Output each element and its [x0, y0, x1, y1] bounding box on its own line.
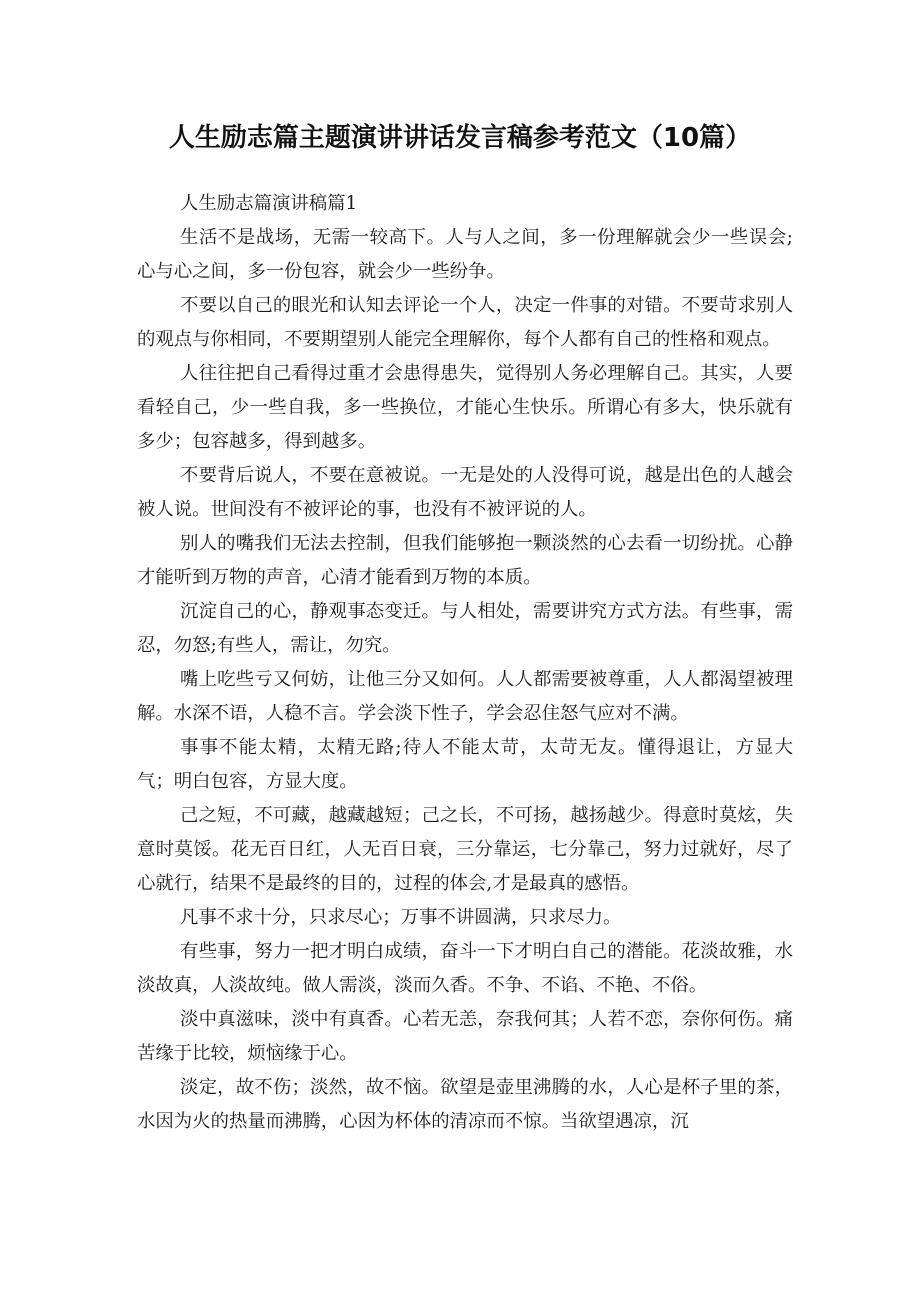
- paragraph-5: 别人的嘴我们无法去控制，但我们能够抱一颗淡然的心去看一切纷扰。心静才能听到万物的声音，心清才能看到万物的本质。: [137, 533, 793, 588]
- document-body: [137, 187, 793, 1139]
- paragraph-12: 淡中真滋味，淡中有真香。心若无恙，奈我何其；人若不恋，奈你何伤。痛苦缘于比较，烦恼缘于心。: [137, 1009, 793, 1064]
- paragraph-9: 己之短，不可藏，越藏越短；己之长，不可扬，越扬越少。得意时莫炫，失意时莫馁。花无百日红，人无百日衰，三分靠运，七分靠己，努力过就好，尽了心就行，结果不是最终的目的，过程的体会,才是最真的感悟。: [137, 805, 793, 894]
- paragraph-11: 有些事，努力一把才明白成绩，奋斗一下才明白自己的潜能。花淡故雅，水淡故真，人淡故纯。做人需淡，淡而久香。不争、不谄、不艳、不俗。: [137, 941, 793, 996]
- paragraph-1: 生活不是战场，无需一较高下。人与人之间，多一份理解就会少一些误会;心与心之间，多一份包容，就会少一些纷争。: [137, 227, 793, 282]
- paragraph-13: 淡定，故不伤；淡然，故不恼。欲望是壶里沸腾的水，人心是杯子里的茶，水因为火的热量而沸腾，心因为杯体的清凉而不惊。当欲望遇凉，沉: [137, 1077, 793, 1132]
- document-title: 人生励志篇主题演讲讲话发言稿参考范文（10篇）: [168, 123, 752, 153]
- paragraph-10: 凡事不求十分，只求尽心；万事不讲圆满，只求尽力。: [180, 907, 622, 928]
- paragraph-6: 沉淀自己的心，静观事态变迁。与人相处，需要讲究方式方法。有些事，需忍，勿怒;有些人，需让，勿究。: [137, 601, 793, 656]
- paragraph-2: 不要以自己的眼光和认知去评论一个人，决定一件事的对错。不要苛求别人的观点与你相同，不要期望别人能完全理解你，每个人都有自己的性格和观点。: [137, 295, 793, 350]
- paragraph-8: 事事不能太精，太精无路;待人不能太苛，太苛无友。懂得退让，方显大气；明白包容，方显大度。: [137, 737, 793, 792]
- paragraph-3: 人往往把自己看得过重才会患得患失，觉得别人务必理解自己。其实，人要看轻自己，少一些自我，多一些换位，才能心生快乐。所谓心有多大，快乐就有多少；包容越多，得到越多。: [137, 363, 793, 452]
- paragraph-4: 不要背后说人，不要在意被说。一无是处的人没得可说，越是出色的人越会被人说。世间没有不被评论的事，也没有不被评说的人。: [137, 465, 793, 520]
- paragraph-7: 嘴上吃些亏又何妨，让他三分又如何。人人都需要被尊重，人人都渴望被理解。水深不语，人稳不言。学会淡下性子，学会忍住怒气应对不满。: [137, 669, 793, 724]
- section-heading: 人生励志篇演讲稿篇1: [180, 193, 358, 214]
